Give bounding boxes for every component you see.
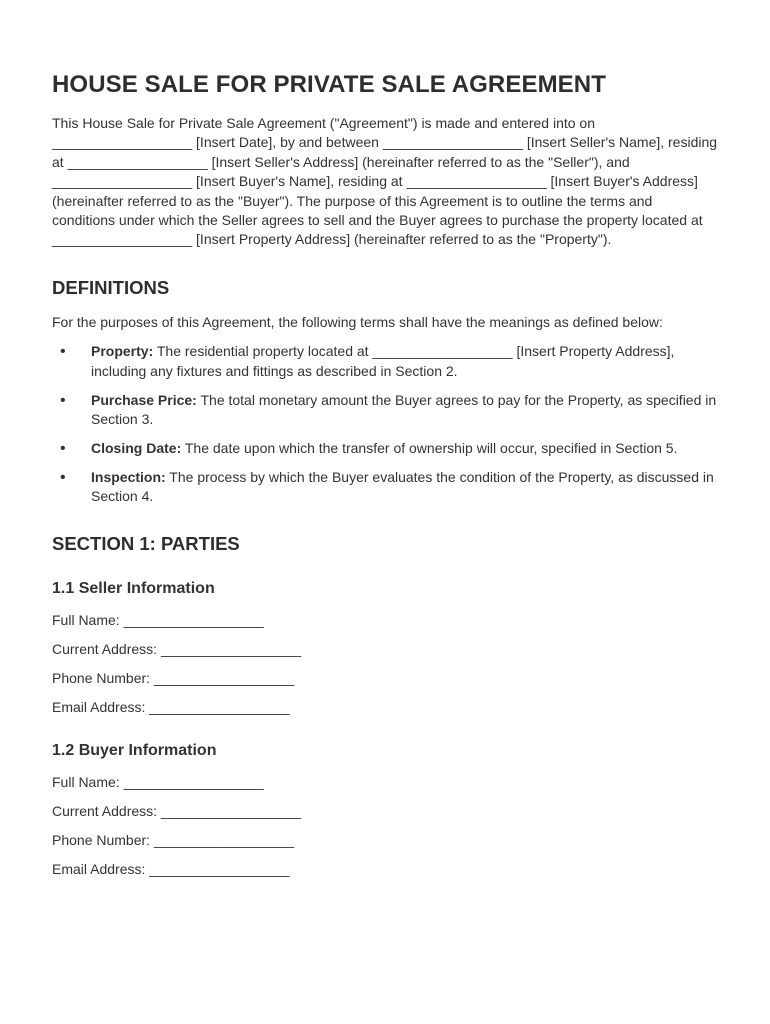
bullet-icon: • bbox=[60, 391, 66, 409]
buyer-address-field: Current Address: __________________ bbox=[52, 803, 302, 819]
list-item bbox=[52, 439, 718, 458]
definition-text: The total monetary amount the Buyer agrees to pay for the Property, as specified in Section 3. bbox=[91, 391, 717, 427]
buyer-full-name-field: Full Name: __________________ bbox=[52, 774, 264, 790]
bullet-icon: • bbox=[60, 468, 66, 486]
definitions-heading: DEFINITIONS bbox=[52, 276, 170, 298]
list-item bbox=[52, 342, 718, 381]
definition-text: The process by which the Buyer evaluates the condition of the Property, as discussed in Section 4. bbox=[91, 468, 714, 505]
buyer-info-heading: 1.2 Buyer Information bbox=[52, 742, 217, 759]
document-title: HOUSE SALE FOR PRIVATE SALE AGREEMENT bbox=[52, 71, 606, 98]
buyer-fields bbox=[52, 773, 718, 879]
definition-term: Purchase Price: bbox=[91, 391, 197, 408]
definition-term: Closing Date: bbox=[91, 439, 182, 456]
definitions-intro: For the purposes of this Agreement, the following terms shall have the meanings as defined below: bbox=[52, 313, 663, 330]
list-item bbox=[52, 468, 718, 507]
buyer-phone-field: Phone Number: __________________ bbox=[52, 832, 295, 848]
seller-info-heading: 1.1 Seller Information bbox=[52, 579, 215, 597]
seller-email-field: Email Address: __________________ bbox=[52, 698, 290, 715]
seller-fields bbox=[52, 611, 718, 717]
definitions-list bbox=[52, 342, 718, 506]
buyer-email-field: Email Address: __________________ bbox=[52, 861, 290, 877]
seller-address-field: Current Address: __________________ bbox=[52, 640, 302, 657]
section1-heading: SECTION 1: PARTIES bbox=[52, 532, 240, 554]
list-item bbox=[52, 391, 718, 430]
definition-term: Property: bbox=[91, 343, 154, 360]
definition-text: The date upon which the transfer of ownership will occur, specified in Section 5. bbox=[181, 439, 678, 456]
intro-paragraph: This House Sale for Private Sale Agreement ("Agreement") is made and entered into on __________________ [Insert Date], by and between __________________ [Insert Seller's Name], residing at __________________ [Insert Seller's Address] (hereinafter referred to as the "Seller"), and __________________ [Insert Buyer's Name], residing at __________________ [Insert Buyer's Address] (hereinafter referred to as the "Buyer"). The purpose of this Agreement is to outline the terms and conditions under which the Seller agrees to sell and the Buyer agrees to purchase the property located at __________________ [Insert Property Address] (hereinafter referred to as the "Property"). bbox=[52, 115, 718, 248]
seller-full-name-field: Full Name: __________________ bbox=[52, 611, 264, 628]
seller-phone-field: Phone Number: __________________ bbox=[52, 669, 295, 686]
definition-term: Inspection: bbox=[91, 468, 166, 485]
definition-text: The residential property located at __________________ [Insert Property Address], including any fixtures and fittings as described in Section 2. bbox=[91, 343, 675, 379]
bullet-icon: • bbox=[60, 439, 66, 457]
bullet-icon: • bbox=[60, 343, 66, 361]
